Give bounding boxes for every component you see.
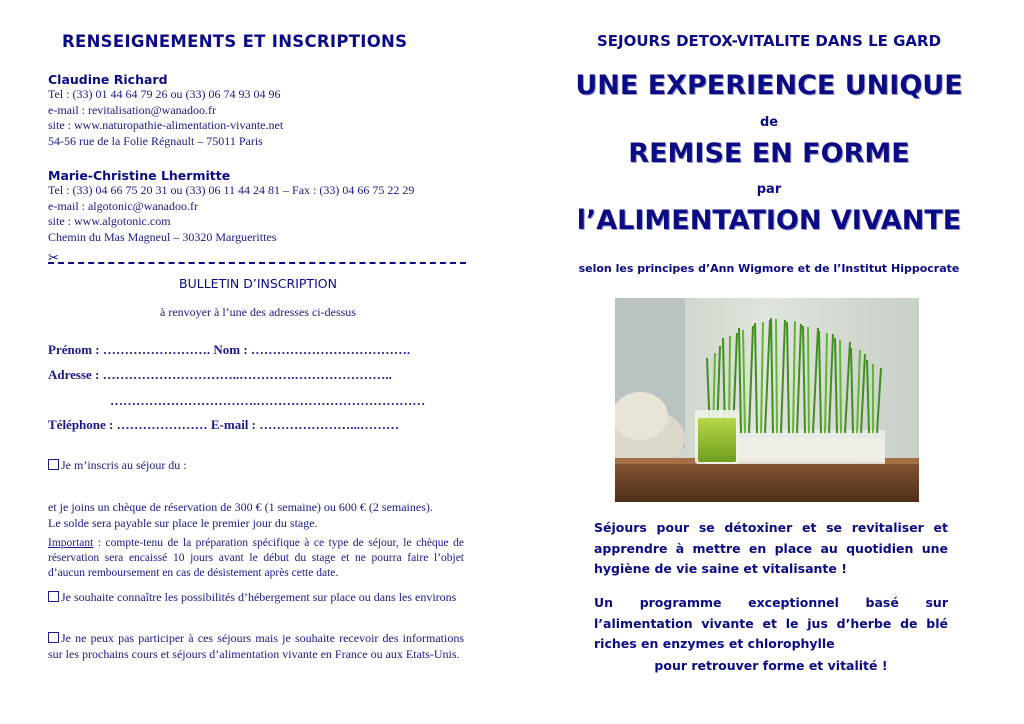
adresse-field-2[interactable]: …………………………….………………………………… (110, 393, 426, 408)
contact-1-tel: Tel : (33) 01 44 64 79 26 ou (33) 06 74 93 04 96 (48, 87, 281, 101)
title-line-3: l’ALIMENTATION VIVANTE (576, 205, 962, 236)
title-par: par (756, 182, 782, 197)
cheque-line: et je joins un chèque de réservation de 300 € (1 semaine) ou 600 € (2 semaines). (48, 500, 433, 514)
checkbox-icon[interactable] (48, 459, 59, 470)
title-de: de (759, 115, 779, 130)
title-line-2: REMISE EN FORME (628, 138, 910, 169)
paragraph-sejours: Séjours pour se détoxiner et se revitaliser et apprendre à mettre en place au quotidien une hygiène de vie saine et vitalisante ! (594, 520, 948, 576)
checkbox-hebergement[interactable] (48, 590, 464, 606)
right-heading: SEJOURS DETOX-VITALITE DANS LE GARD (596, 32, 942, 50)
contact-2-tel: Tel : (33) 04 66 75 20 31 ou (33) 06 11 44 24 81 – Fax : (33) 04 66 75 22 29 (48, 183, 415, 197)
form-subtitle: à renvoyer à l’une des adresses ci-dessus (160, 305, 356, 319)
prenom-nom-field[interactable]: Prénom : ……………………. Nom : ………………………………. (48, 342, 411, 357)
cheque-text (48, 500, 464, 531)
telephone-email-field[interactable]: Téléphone : ………………… E-mail : …………………...……… (48, 417, 399, 432)
important-label: Important (48, 537, 94, 549)
contact-2-email[interactable]: e-mail : algotonic@wanadoo.fr (48, 198, 198, 213)
title-line-1: UNE EXPERIENCE UNIQUE (575, 70, 963, 101)
solde-line: Le solde sera payable sur place le premier jour du stage. (48, 515, 318, 530)
checkbox-icon[interactable] (48, 591, 59, 602)
form-title: BULLETIN D’INSCRIPTION (179, 276, 337, 291)
contact-2-address: Chemin du Mas Magneul – 30320 Marguerittes (48, 229, 277, 244)
checkbox-inscription-label: Je m’inscris au séjour du : (61, 458, 187, 472)
contact-1-email[interactable]: e-mail : revitalisation@wanadoo.fr (48, 102, 216, 117)
wheatgrass-photo (615, 298, 919, 502)
checkbox-hebergement-label: Je souhaite connaître les possibilités d’hébergement sur place ou dans les environs (61, 590, 457, 604)
contact-2 (48, 168, 468, 245)
important-note (48, 536, 464, 581)
cut-line (48, 262, 466, 264)
contact-2-name: Marie-Christine Lhermitte (48, 168, 231, 183)
contact-2-site[interactable]: site : www.algotonic.com (48, 214, 171, 228)
paragraph-programme: Un programme exceptionnel basé sur l’alimentation vivante et le jus d’herbe de blé riches en enzymes et chlorophylle (594, 595, 948, 651)
important-text: : compte-tenu de la préparation spécifique à ce type de séjour, le chèque de réservation sera encaissé 10 jours avant le début du stage et ne pourra faire l’objet d’aucun remboursement en cas de désistement après cette date. (48, 537, 464, 579)
adresse-field[interactable]: Adresse : …………………………..………….………………….. (48, 367, 392, 382)
checkbox-informations[interactable] (48, 631, 464, 662)
contact-1-name: Claudine Richard (48, 72, 168, 87)
contact-1 (48, 72, 468, 149)
paragraph-vitalite: pour retrouver forme et vitalité ! (654, 658, 888, 673)
contact-1-site[interactable]: site : www.naturopathie-alimentation-vivante.net (48, 118, 284, 132)
principles-line: selon les principes d’Ann Wigmore et de l’Institut Hippocrate (578, 262, 960, 275)
contact-1-address: 54-56 rue de la Folie Régnault – 75011 Paris (48, 133, 263, 148)
checkbox-icon[interactable] (48, 632, 59, 643)
checkbox-inscription[interactable] (48, 458, 187, 474)
left-heading: RENSEIGNEMENTS ET INSCRIPTIONS (62, 32, 408, 51)
checkbox-informations-label: Je ne peux pas participer à ces séjours mais je souhaite recevoir des informations sur les prochains cours et séjours d’alimentation vivante en France ou aux Etats-Unis. (48, 631, 464, 661)
scissors-icon: ✂ (48, 250, 59, 265)
